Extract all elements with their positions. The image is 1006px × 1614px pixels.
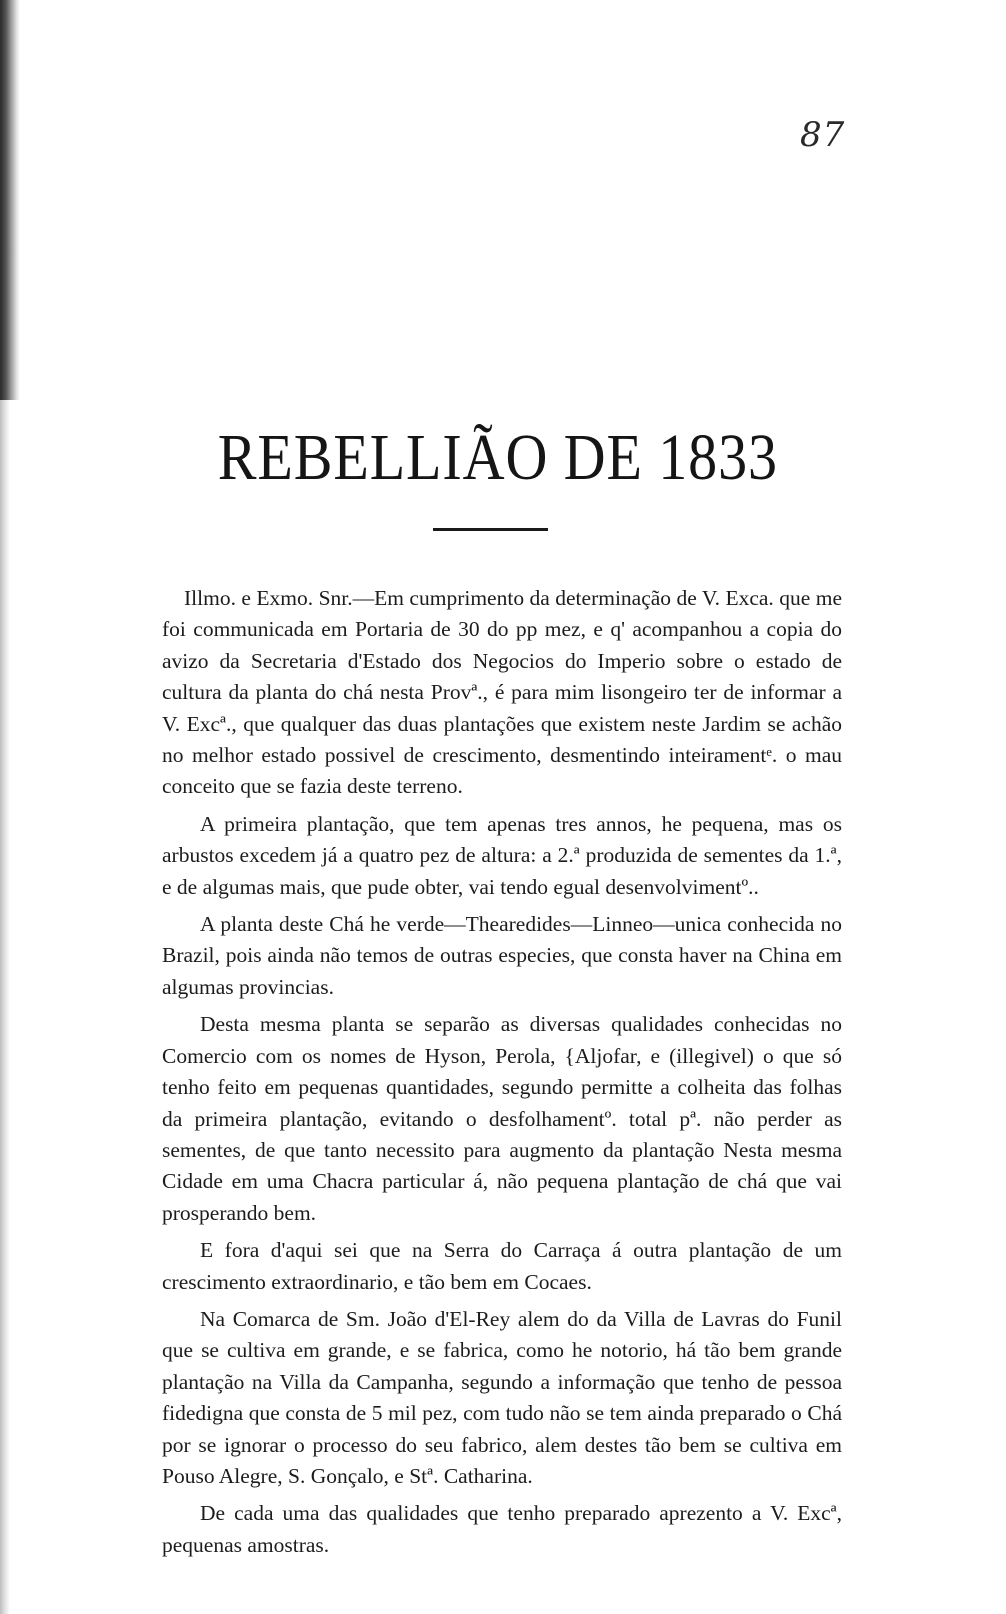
page-number: 87 (800, 115, 846, 155)
paragraph-6: Na Comarca de Sm. João d'El-Rey alem do da Villa de Lavras do Funil que se cultiva em grande, e se fabrica, como he notorio, há tão bem grande plantação na Villa da Campanha, segundo a informação que tenho de pessoa fidedigna que consta de 5 mil pez, com tudo não se tem ainda preparado o Chá por se ignorar o processo do seu fabrico, alem destes tão bem se cultiva em Pouso Alegre, S. Gonçalo, e Stª. Catharina. (162, 1306, 842, 1488)
paragraph-5: E fora d'aqui sei que na Serra do Carraça á outra plantação de um crescimento extraordinario, e tão bem em Cocaes. (162, 1238, 842, 1294)
paragraph-4: Desta mesma planta se separão as diversas qualidades conhecidas no Comercio com os nomes de Hyson, Perola, {Aljofar, e (illegivel) o que só tenho feito em pequenas quantidades, segundo permitte a colheita das folhas da primeira plantação, evitando o desfolhamentº. total pª. não perder as sementes, de que tanto necessito para augmento da plantação Nesta mesma Cidade em uma Chacra particular á, não pequena plantação de chá que vai prosperando bem. (162, 1012, 842, 1225)
binding-edge-lower (0, 400, 20, 1614)
title-divider (433, 528, 548, 531)
paragraph-1: Illmo. e Exmo. Snr.—Em cumprimento da determinação de V. Exca. que me foi communicada em Portaria de 30 do pp mez, e q' acompanhou a copia do avizo da Secretaria d'Estado dos Negocios do Imperio sobre o estado de cultura da planta do chá nesta Provª., é para mim lisongeiro ter de informar a V. Excª., que qualquer das duas plantações que existem neste Jardim se achão no melhor estado possivel de crescimento, desmentindo inteiramentᵉ. o mau conceito que se fazia deste terreno. (162, 586, 842, 799)
paragraph-3: A planta deste Chá he verde—Thearedides—Linneo—unica conhecida no Brazil, pois ainda não temos de outras especies, que consta haver na China em algumas provincias. (162, 912, 842, 999)
letter-body (162, 583, 842, 1561)
paragraph-2: A primeira plantação, que tem apenas tres annos, he pequena, mas os arbustos excedem já a quatro pez de altura: a 2.ª produzida de sementes da 1.ª, e de algumas mais, que pude obter, vai tendo egual desenvolvimentº.. (162, 811, 842, 899)
paragraph-7: De cada uma das qualidades que tenho preparado aprezento a V. Excª, pequenas amostras. (162, 1501, 842, 1557)
page-title: REBELLIÃO DE 1833 (217, 421, 778, 494)
